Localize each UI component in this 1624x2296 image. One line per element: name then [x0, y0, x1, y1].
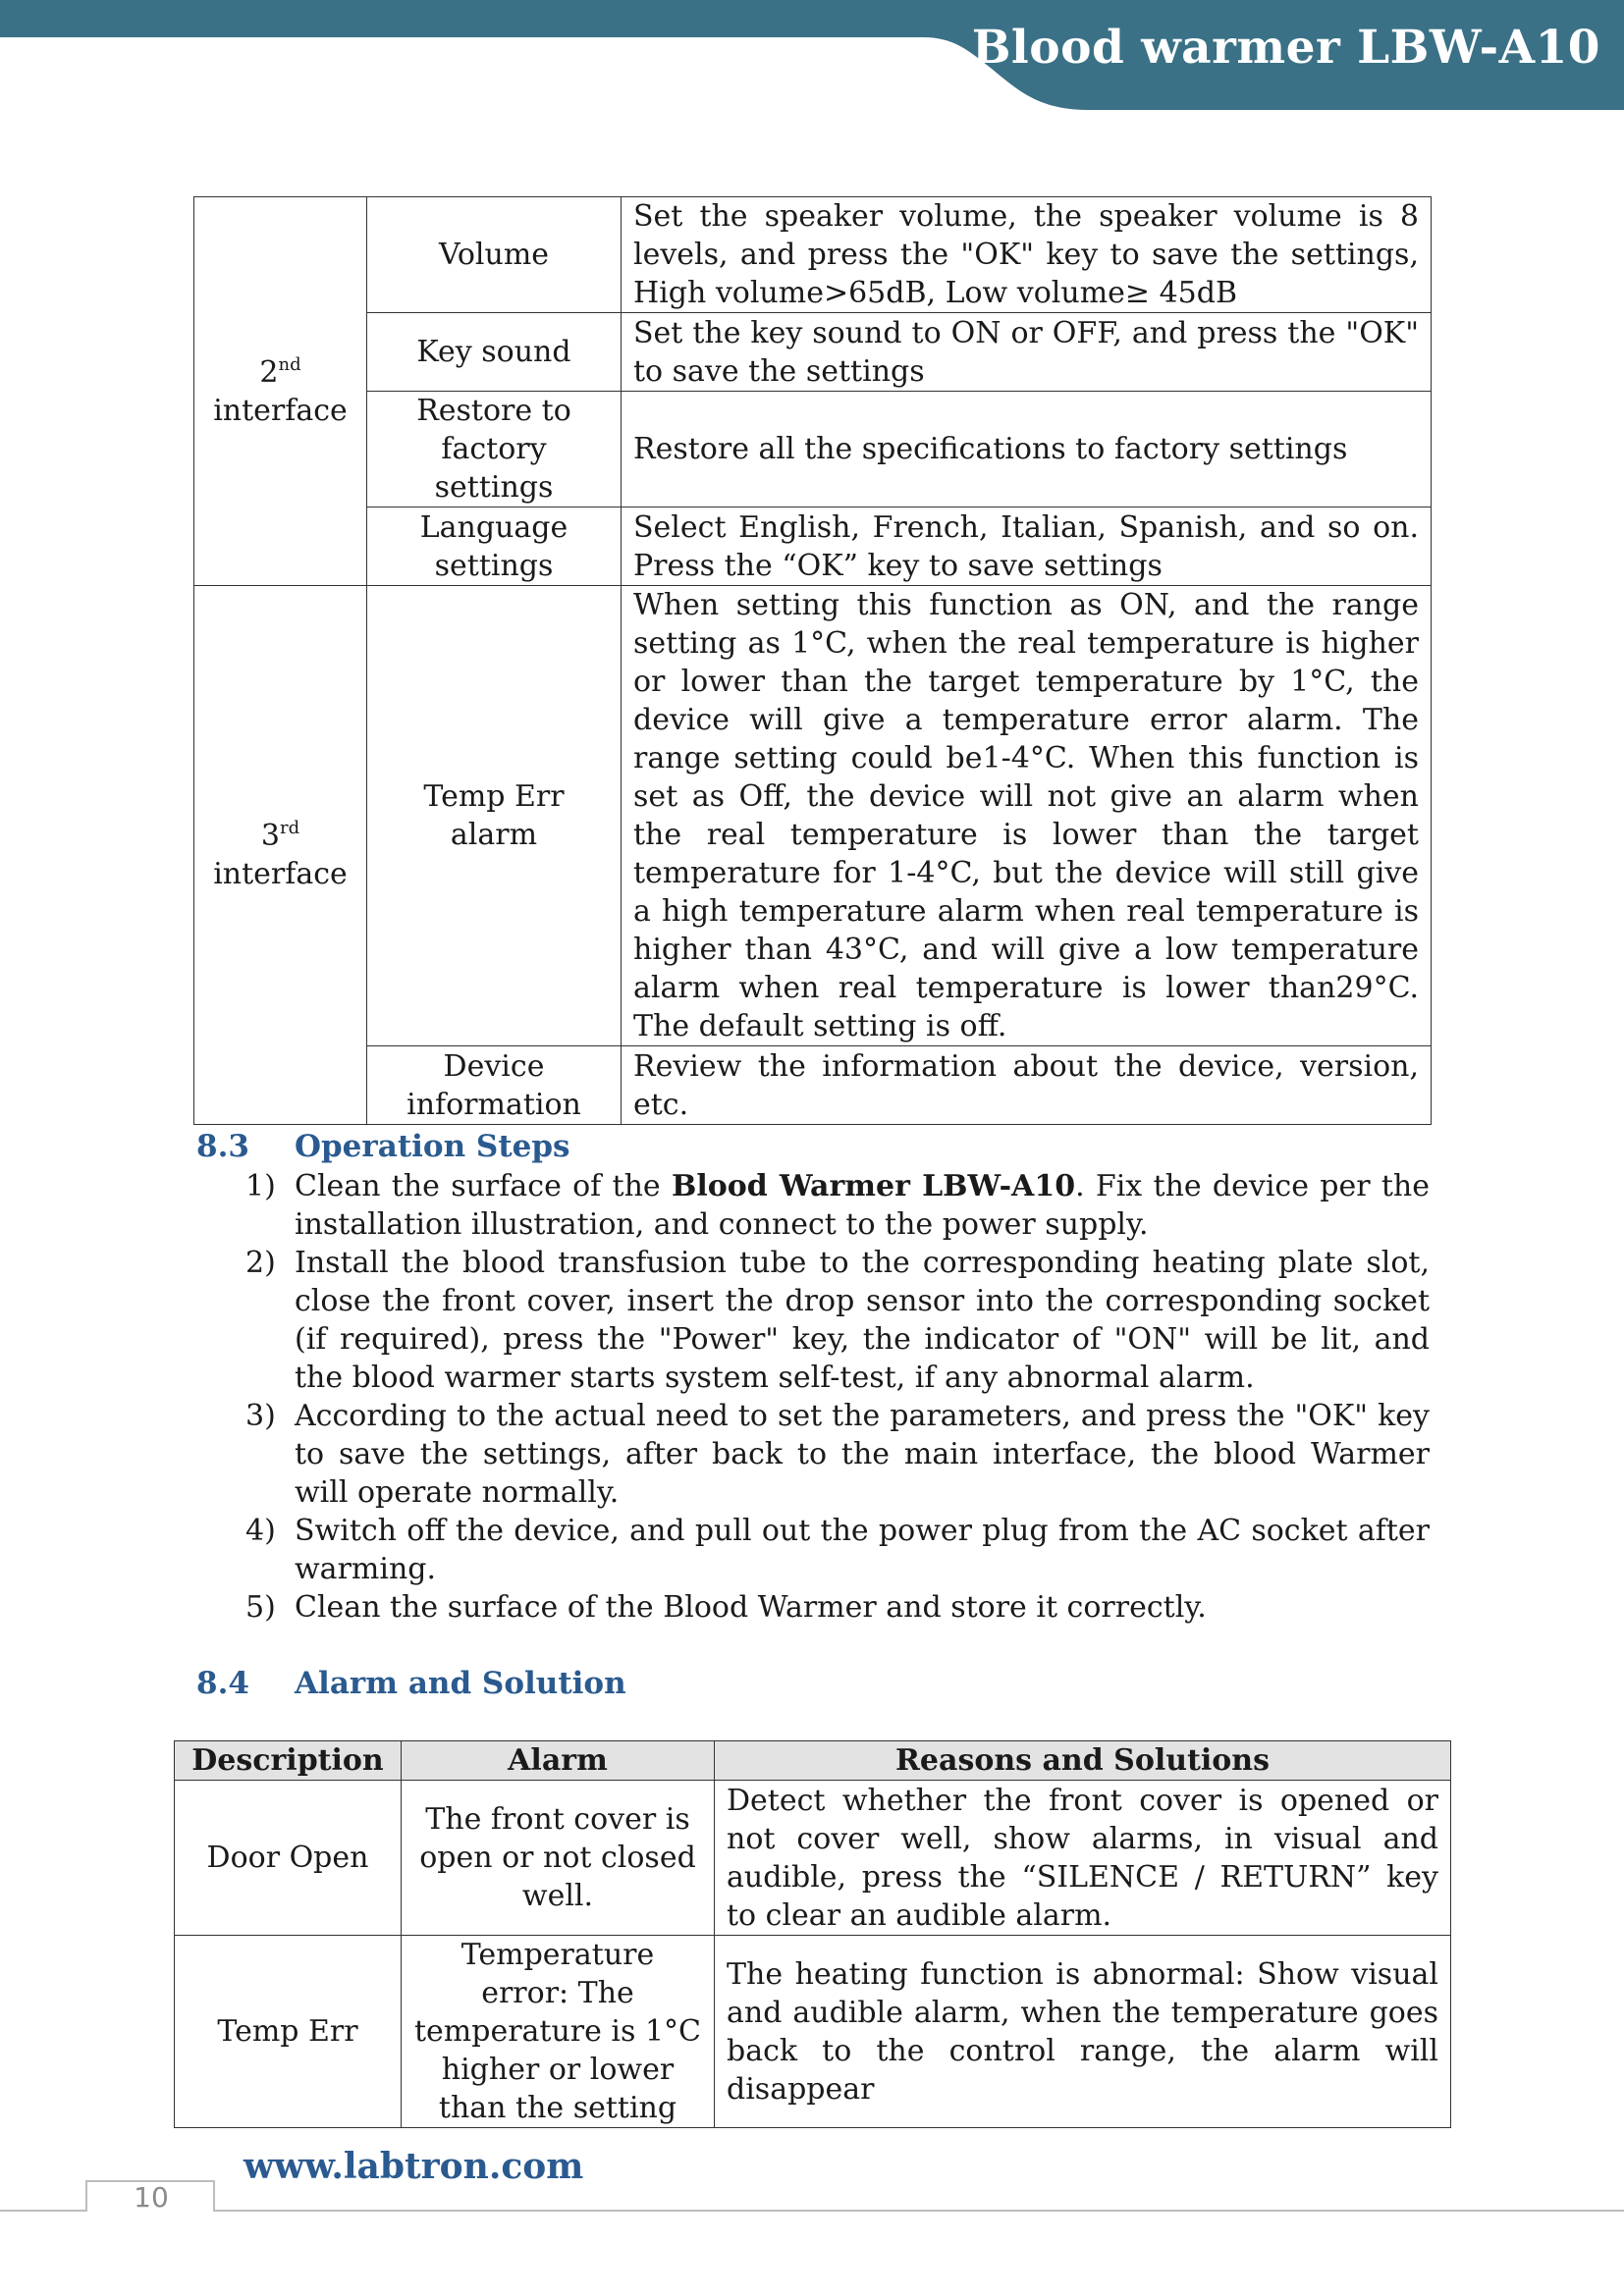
- table-row: [175, 1936, 1451, 2128]
- setting-description: Select English, French, Italian, Spanish, and so on. Press the “OK” key to save settings: [622, 507, 1432, 586]
- setting-description: When setting this function as ON, and the range setting as 1°C, when the real temperature is higher or lower than the target temperature by 1°C, the device will give a temperature error alarm. The range setting could be1-4°C. When this function is set as Off, the device will not give an alarm when the real temperature is lower than the target temperature for 1-4°C, but the device will still give a high temperature alarm when real temperature is higher than 43°C, and will give a low temperature alarm when real temperature is lower than29°C. The default setting is off.: [622, 586, 1432, 1046]
- table-row: [194, 586, 1432, 1046]
- operation-steps-list: [196, 1167, 1430, 1627]
- list-item: 1) Clean the surface of the Blood Warmer LBW-A10. Fix the device per the installation illustration, and connect to the power supply.: [245, 1169, 1430, 1242]
- table-row: [194, 507, 1432, 586]
- setting-description: Set the key sound to ON or OFF, and press the "OK" to save the settings: [622, 313, 1432, 392]
- settings-table: [193, 196, 1432, 1125]
- document-title: Blood warmer LBW-A10: [971, 21, 1600, 75]
- setting-item: Language settings: [367, 507, 622, 586]
- setting-item: Volume: [367, 197, 622, 313]
- column-header: Description: [175, 1741, 402, 1781]
- list-item: 2) Install the blood transfusion tube to the corresponding heating plate slot, close the front cover, insert the drop sensor into the corresponding socket (if required), press the "Power" key, the indicator of "ON" will be lit, and the blood warmer starts system self-test, if any abnormal alarm.: [245, 1246, 1430, 1395]
- alarm-solution: Detect whether the front cover is opened or not cover well, show alarms, in visual and audible, press the “SILENCE / RETURN” key to clear an audible alarm.: [715, 1781, 1451, 1936]
- setting-item: Key sound: [367, 313, 622, 392]
- table-row: [194, 197, 1432, 313]
- column-header: Alarm: [402, 1741, 715, 1781]
- section-heading-8-4: 8.4 Alarm and Solution: [196, 1666, 626, 1701]
- list-item: 3) According to the actual need to set the parameters, and press the "OK" key to save the settings, after back to the main interface, the blood Warmer will operate normally.: [245, 1399, 1430, 1510]
- table-row: [175, 1781, 1451, 1936]
- setting-description: Review the information about the device, version, etc.: [622, 1046, 1432, 1125]
- column-header: Reasons and Solutions: [715, 1741, 1451, 1781]
- website-link[interactable]: www.labtron.com: [244, 2146, 584, 2187]
- setting-description: Restore all the specifications to factory settings: [622, 392, 1432, 507]
- alarm-description: Door Open: [175, 1781, 402, 1936]
- setting-item: Restore to factory settings: [367, 392, 622, 507]
- section-heading-8-3: 8.3 Operation Steps: [196, 1129, 570, 1164]
- alarm-description: Temp Err: [175, 1936, 402, 2128]
- setting-description: Set the speaker volume, the speaker volume is 8 levels, and press the "OK" key to save the settings, High volume>65dB, Low volume≥ 45dB: [622, 197, 1432, 313]
- list-item: 5) Clean the surface of the Blood Warmer and store it correctly.: [245, 1590, 1207, 1625]
- list-item: 4) Switch off the device, and pull out the power plug from the AC socket after warming.: [245, 1514, 1430, 1586]
- page-number: 10: [134, 2181, 169, 2214]
- interface-cell-3rd: 3rd interface: [194, 586, 367, 1125]
- alarm-solution: The heating function is abnormal: Show visual and audible alarm, when the temperature goes back to the control range, the alarm will disappear: [715, 1936, 1451, 2128]
- table-row: [194, 392, 1432, 507]
- interface-cell-2nd: 2nd interface: [194, 197, 367, 586]
- table-header-row: [175, 1741, 1451, 1781]
- alarm-cause: The front cover is open or not closed well.: [402, 1781, 715, 1936]
- table-row: [194, 313, 1432, 392]
- setting-item: Temp Err alarm: [367, 586, 622, 1046]
- alarm-table: [174, 1740, 1451, 2128]
- setting-item: Device information: [367, 1046, 622, 1125]
- table-row: [194, 1046, 1432, 1125]
- alarm-cause: Temperature error: The temperature is 1°C higher or lower than the setting: [402, 1936, 715, 2128]
